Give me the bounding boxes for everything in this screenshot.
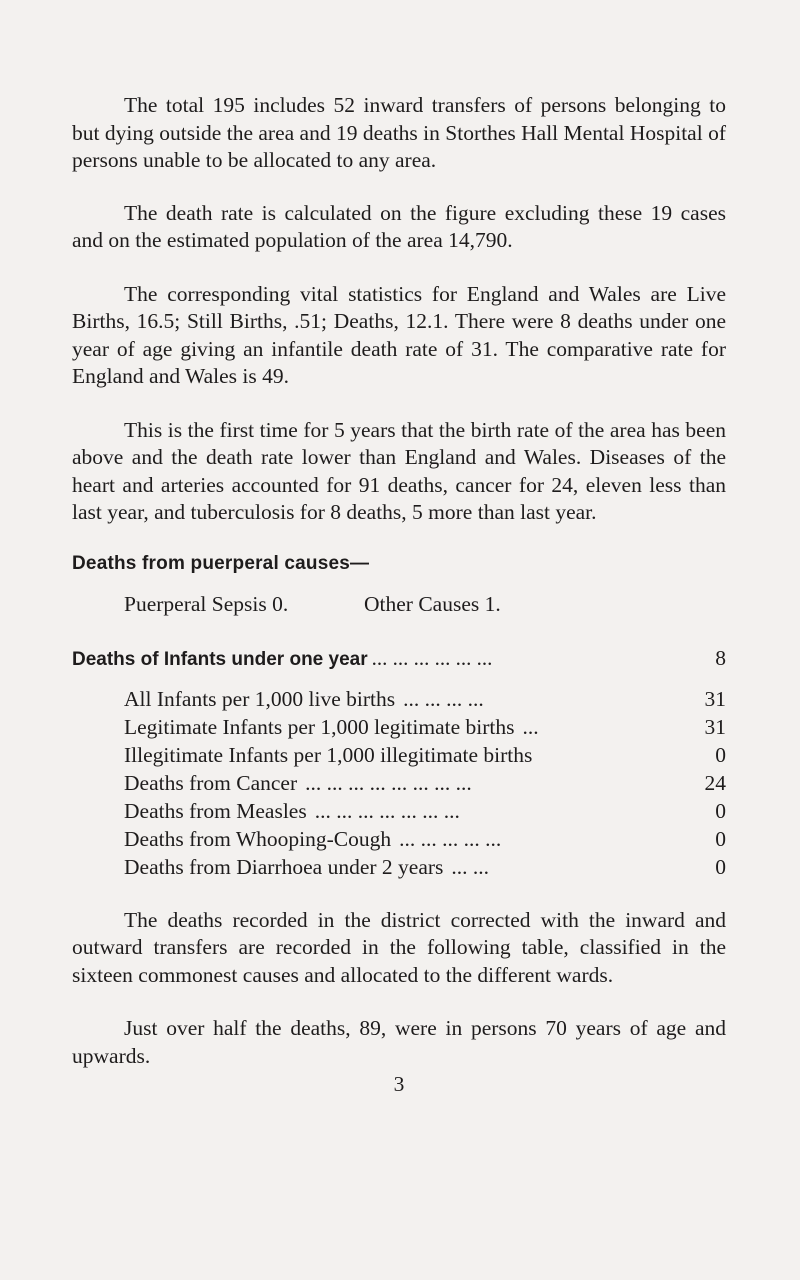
- stat-row: [124, 825, 726, 853]
- stat-value: 0: [715, 798, 726, 823]
- leader-dots: ... ... ... ... ...: [399, 826, 502, 851]
- leader-dots: [532, 741, 692, 769]
- stat-value: 24: [704, 770, 726, 795]
- paragraph-table-intro: The deaths recorded in the district corrected with the inward and outward transfers are recorded in the following table, classified in the sixteen commonest causes and allocated to the different wards.: [72, 907, 726, 987]
- puerperal-line: [124, 591, 726, 618]
- stat-label: Deaths from Whooping-Cough: [124, 826, 392, 851]
- infants-heading-row: [72, 645, 726, 674]
- stat-row: [124, 685, 726, 713]
- stat-row: [124, 741, 726, 769]
- puerperal-other-causes: Other Causes 1.: [364, 591, 501, 616]
- stat-row: [124, 853, 726, 881]
- leader-dots: ... ... ... ... ... ... ... ...: [305, 770, 472, 795]
- page-number: 3: [393, 1072, 405, 1096]
- stat-value: 31: [704, 714, 726, 739]
- paragraph-death-rate: The death rate is calculated on the figure excluding these 19 cases and on the estimated population of the area 14,790.: [72, 200, 726, 252]
- leader-dots: ... ...: [451, 854, 490, 879]
- stat-label: Deaths from Cancer: [124, 770, 298, 795]
- stat-value: 31: [704, 686, 726, 711]
- stat-row: [124, 769, 726, 797]
- stat-label: Legitimate Infants per 1,000 legitimate births: [124, 714, 515, 739]
- paragraph-age-summary: Just over half the deaths, 89, were in persons 70 years of age and upwards.: [72, 1016, 726, 1068]
- puerperal-sepsis: Puerperal Sepsis 0.: [124, 591, 289, 616]
- infants-heading: Deaths of Infants under one year: [72, 648, 368, 670]
- stat-value: 0: [715, 854, 726, 879]
- stat-value: 0: [715, 826, 726, 851]
- stat-row: [124, 797, 726, 825]
- puerperal-heading: Deaths from puerperal causes—: [72, 552, 370, 574]
- stat-label: Deaths from Measles: [124, 798, 307, 823]
- stat-row: [124, 713, 726, 741]
- stat-label: All Infants per 1,000 live births: [124, 686, 396, 711]
- infant-stats-table: [124, 685, 726, 881]
- leader-dots: ... ... ... ...: [403, 686, 484, 711]
- paragraph-birth-rate: This is the first time for 5 years that the birth rate of the area has been above and the death rate lower than England and Wales. Diseases of the heart and arteries accounted for 91 deaths, cancer for 24, eleven less than last year, and tuberculosis for 8 deaths, 5 more than last year.: [72, 417, 726, 524]
- paragraph-vital-statistics: The corresponding vital statistics for England and Wales are Live Births, 16.5; Still Births, .51; Deaths, 12.1. There were 8 deaths under one year of age giving an infantile death rate of 31. The comparative rate for England and Wales is 49.: [72, 281, 726, 388]
- document-page: [72, 92, 726, 1097]
- infants-heading-value: 8: [715, 645, 726, 670]
- stat-value: 0: [715, 742, 726, 767]
- leader-dots: ...: [522, 714, 539, 739]
- paragraph-transfers: The total 195 includes 52 inward transfers of persons belonging to but dying outside the area and 19 deaths in Storthes Hall Mental Hospital of persons unable to be allocated to any area.: [72, 93, 726, 172]
- leader-dots: ... ... ... ... ... ... ...: [314, 798, 460, 823]
- stat-label: Illegitimate Infants per 1,000 illegitimate births: [124, 742, 533, 767]
- leader-dots: ... ... ... ... ... ...: [371, 645, 493, 670]
- stat-label: Deaths from Diarrhoea under 2 years: [124, 854, 444, 879]
